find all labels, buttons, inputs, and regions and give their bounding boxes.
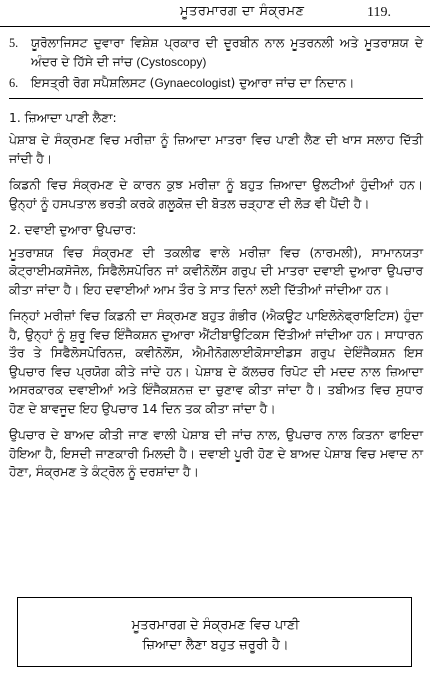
section-divider [9, 98, 423, 99]
callout-text [18, 616, 413, 656]
callout-line: ਜ਼ਿਆਦਾ ਲੈਣਾ ਬਹੁਤ ਜ਼ਰੂਰੀ ਹੈ। [142, 638, 289, 653]
paragraph: ਪੇਸ਼ਾਬ ਦੇ ਸੰਕ੍ਰਮਣ ਵਿਚ ਮਰੀਜ਼ਾ ਨੂੰ ਜ਼ਿਆਦਾ ਮਾਤਰਾ ਵਿਚ ਪਾਣੀ ਲੈਣ ਦੀ ਖਾਸ ਸਲਾਹ ਦਿੱਤੀ ਜਾਂਦੀ ਹੈ। [9, 133, 423, 166]
test-text: ਯੂਰੋਲਾਜਿਸਟ ਦੁਵਾਰਾ ਵਿਸ਼ੇਸ਼ ਪ੍ਰਕਾਰ ਦੀ ਦੂਰਬੀਨ ਨਾਲ ਮੂਤਰਨਲੀ ਅਤੇ ਮੂਤਰਾਸ਼ਯ ਦੇ ਅੰਦਰ ਦੇ ਹਿੱਸੇ ਦੀ ਜਾਂਚ [31, 36, 423, 69]
paragraph: ਜਿਨ੍ਹਾਂ ਮਰੀਜ਼ਾਂ ਵਿਚ ਕਿਡਨੀ ਦਾ ਸੰਕ੍ਰਮਣ ਬਹੁਤ ਗੰਭੀਰ (ਐਕਊਟ ਪਾਇਲੋਨੇਫ੍ਰਾਇਟਿਸ) ਹੁੰਦਾ ਹੈ, ਉਨ੍ਹਾਂ ਨੂੰ ਸ਼ੁਰੂ ਵਿਚ ਇੰਜੈਕਸ਼ਨ ਦੁਆਰਾ ਐਂਟੀਬਾਉਟਿਕਸ ਦਿੱਤੀਆਂ ਜਾਂਦੀਆ ਹਨ। ਸਾਧਾਰਨ ਤੌਰ ਤੇ ਸਿਫੈਲੋਸਪੋਰਿਨਜ਼, ਕਵੀਨੋਲੋਂਸ, ਐਮੀਨੋਗਲਾਈਕੋਸਾਈਡਸ ਗਰੁਪ ਦੇਇੰਜੈਕਸ਼ਨ ਇਸ ਉਪਚਾਰ ਵਿਚ ਪ੍ਰਯੋਗ ਕੀਤੇ ਜਾਂਦੇ ਹਨ। ਪੇਸ਼ਾਬ ਦੇ ਕੱਲਚਰ ਰਿਪੋਟ ਦੀ ਮਦਦ ਨਾਲ ਜ਼ਿਆਦਾ ਅਸਰਕਾਰਕ ਦਵਾਈਆਂ ਅਤੇ ਇੰਜੈਕਸ਼ਨਜ਼ ਦਾ ਚੁਣਾਵ ਕੀਤਾ ਜਾਂਦਾ ਹੈ। ਤਬੀਅਤ ਵਿਚ ਸੁਧਾਰ ਹੋਣ ਦੇ ਬਾਵਜੂਦ ਇਹ ਉਪਚਾਰ 14 ਦਿਨ ਤਕ ਕੀਤਾ ਜਾਂਦਾ ਹੈ। [9, 309, 423, 416]
test-term: Gynaecologist [154, 76, 231, 90]
section-heading-water: 1. ਜ਼ਿਆਦਾ ਪਾਣੀ ਲੈਣਾ: [9, 110, 117, 125]
paragraph: ਮੂਤਰਾਸ਼ਯ ਵਿਚ ਸੰਕ੍ਰਮਣ ਦੀ ਤਕਲੀਫ ਵਾਲੇ ਮਰੀਜ਼ਾ ਵਿਚ (ਨਾਰਮਲੀ), ਸਾਮਾਨਯਤਾ ਕੋਟ੍ਰਾਈਮਕਸੋਜੋਲ, ਸਿਫੈਲੋਸਪੋਰਿਨ ਜਾਂ ਕਵੀਨੋਲੋਂਸ ਗਰੁਪ ਦੀ ਮਾਤਰਾ ਦਵਾਈ ਦੁਆਰਾ ਉਪਚਾਰ ਕੀਤਾ ਜਾਂਦਾ ਹੈ। ਇਹ ਦਵਾਈਆਂ ਆਮ ਤੌਰ ਤੇ ਸਾਤ ਦਿਨਾਂ ਲਈ ਦਿੱਤੀਆਂ ਜਾਂਦੀਆ ਹਨ। [9, 245, 423, 297]
paragraph: ਉਪਚਾਰ ਦੇ ਬਾਅਦ ਕੀਤੀ ਜਾਣ ਵਾਲੀ ਪੇਸ਼ਾਬ ਦੀ ਜਾਂਚ ਨਾਲ, ਉਪਚਾਰ ਨਾਲ ਕਿਤਨਾ ਫਾਇਦਾ ਹੋਇਆ ਹੈ, ਇਸਦੀ ਜਾਣਕਾਰੀ ਮਿਲਦੀ ਹੈ। ਦਵਾਈ ਪੂਰੀ ਹੋਣ ਦੇ ਬਾਅਦ ਪੇਸ਼ਾਬ ਵਿਚ ਮਵਾਦ ਨਾ ਹੋਣਾ, ਸੰਕ੍ਰਮਣ ਤੇ ਕੰਟ੍ਰੋਲ ਨੂੰ ਦਰਸ਼ਾਂਦਾ ਹੈ। [9, 428, 423, 479]
test-term: (Cystoscopy) [136, 54, 207, 69]
paragraph: ਕਿਡਨੀ ਵਿਚ ਸੰਕ੍ਰਮਣ ਦੇ ਕਾਰਨ ਕੁਝ ਮਰੀਜ਼ਾ ਨੂੰ ਬਹੁਤ ਜ਼ਿਆਦਾ ਉਲਟੀਆਂ ਹੁੰਦੀਆਂ ਹਨ। ਉਨ੍ਹਾਂ ਨੂੰ ਹਸਪਤਾਲ ਭਰਤੀ ਕਰਕੇ ਗਲੂਕੋਜ਼ ਦੀ ਬੋਤਲ ਚੜ੍ਹਾਣ ਦੀ ਲੋੜ ਵੀ ਪੈਂਦੀ ਹੈ। [9, 178, 423, 211]
test-item-6 [9, 74, 423, 93]
chapter-title: ਮੂਤਰਮਾਰਗ ਦਾ ਸੰਕ੍ਰਮਣ [180, 4, 305, 19]
running-header [0, 2, 430, 27]
test-number: 5. [9, 36, 19, 50]
test-item-5 [9, 34, 423, 71]
callout-box [17, 597, 412, 667]
page-number: 119. [367, 5, 391, 20]
callout-line: ਮੂਤਰਮਾਰਗ ਦੇ ਸੰਕ੍ਰਮਣ ਵਿਚ ਪਾਣੀ [131, 618, 300, 633]
section-heading-medication: 2. ਦਵਾਈ ਦੁਆਰਾ ਉਪਚਾਰ: [9, 223, 137, 237]
page-body [9, 34, 423, 490]
test-text-before: ਇਸਤ੍ਰੀ ਰੋਗ ਸਪੈਸ਼ਲਿਸਟ ( [31, 76, 155, 90]
test-text-after: ) ਦੁਆਰਾ ਜਾਂਚ ਦਾ ਨਿਦਾਨ। [230, 76, 355, 90]
test-number: 6. [9, 76, 19, 90]
